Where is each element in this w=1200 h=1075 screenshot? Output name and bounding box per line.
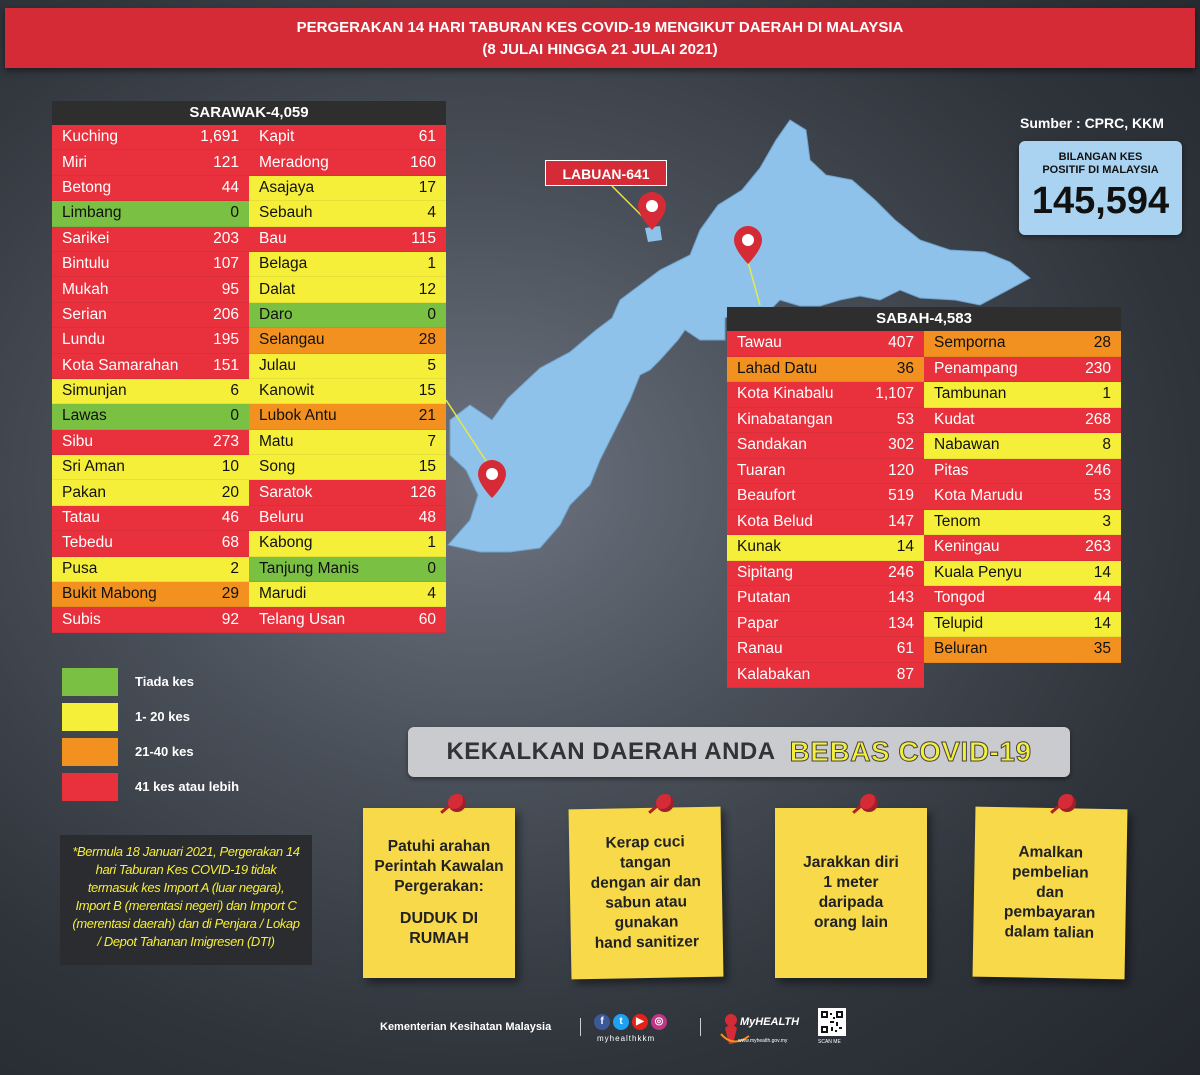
district-row [52, 252, 249, 277]
sticky-note-distance [775, 808, 927, 978]
district-case-count: 263 [1085, 538, 1111, 556]
district-row [52, 227, 249, 252]
youtube-icon[interactable]: ▶ [632, 1014, 648, 1030]
district-name: Kabong [259, 534, 313, 552]
district-row [249, 354, 446, 379]
district-case-count: 195 [213, 331, 239, 349]
district-row [249, 176, 446, 201]
district-name: Telang Usan [259, 610, 346, 628]
district-row [727, 484, 924, 510]
district-case-count: 151 [213, 356, 239, 374]
sticky-note-line: sabun atau [605, 893, 688, 912]
sabah-right-column [924, 331, 1121, 688]
logo-url: www.myhealth.gov.my [738, 1038, 788, 1044]
district-row [727, 459, 924, 485]
pushpin-icon [860, 794, 878, 812]
district-row [727, 535, 924, 561]
district-row [249, 531, 446, 556]
district-row [727, 637, 924, 663]
district-case-count: 8 [1102, 436, 1111, 454]
source-text: Sumber : CPRC, KKM [1020, 115, 1164, 131]
legend-swatch [62, 773, 118, 801]
legend-label: 1- 20 kes [135, 709, 190, 724]
district-name: Miri [62, 153, 87, 171]
sabah-table [727, 307, 1121, 688]
district-case-count: 230 [1085, 359, 1111, 377]
district-name: Kanowit [259, 382, 315, 400]
district-case-count: 48 [418, 509, 436, 527]
district-case-count: 126 [410, 483, 436, 501]
sticky-note-line: pembelian [1011, 863, 1089, 882]
district-name: Kudat [934, 410, 975, 428]
district-row [727, 408, 924, 434]
district-case-count: 147 [888, 512, 914, 530]
legend-item [62, 699, 239, 734]
district-case-count: 28 [1093, 334, 1111, 352]
pushpin-icon [656, 794, 674, 812]
district-name: Sibu [62, 432, 94, 450]
district-row [249, 277, 446, 302]
facebook-icon[interactable]: f [594, 1014, 610, 1030]
total-cases-label-line2: POSITIF DI MALAYSIA [1042, 164, 1159, 176]
district-row [924, 612, 1121, 638]
district-name: Kota Belud [737, 512, 813, 530]
district-case-count: 92 [221, 610, 239, 628]
sticky-note-line: tangan [619, 853, 672, 872]
twitter-icon[interactable]: t [613, 1014, 629, 1030]
district-case-count: 60 [418, 610, 436, 628]
district-case-count: 36 [896, 359, 914, 377]
district-case-count: 0 [230, 407, 239, 425]
district-row [727, 433, 924, 459]
district-case-count: 21 [418, 407, 436, 425]
district-row [52, 201, 249, 226]
district-case-count: 143 [888, 589, 914, 607]
district-row [52, 607, 249, 632]
district-name: Kuala Penyu [934, 563, 1022, 581]
district-row [52, 582, 249, 607]
legend-swatch [62, 668, 118, 696]
district-case-count: 302 [888, 436, 914, 454]
page-subtitle: (8 JULAI HINGGA 21 JULAI 2021) [482, 41, 718, 58]
slogan-part1: KEKALKAN DAERAH ANDA [446, 738, 776, 765]
district-case-count: 46 [221, 509, 239, 527]
district-name: Tawau [737, 334, 782, 352]
district-name: Beluru [259, 509, 304, 527]
district-case-count: 14 [896, 538, 914, 556]
district-case-count: 120 [888, 461, 914, 479]
district-case-count: 0 [230, 204, 239, 222]
district-case-count: 268 [1085, 410, 1111, 428]
district-case-count: 44 [221, 178, 239, 196]
district-row [727, 331, 924, 357]
district-name: Subis [62, 610, 101, 628]
district-case-count: 95 [221, 280, 239, 298]
district-case-count: 2 [230, 559, 239, 577]
district-case-count: 0 [427, 559, 436, 577]
district-name: Tambunan [934, 385, 1007, 403]
district-row [727, 663, 924, 689]
district-case-count: 53 [1093, 487, 1111, 505]
district-row [924, 586, 1121, 612]
sticky-note-line: dengan air dan [590, 873, 702, 892]
district-case-count: 35 [1093, 640, 1111, 658]
district-row [924, 408, 1121, 434]
district-case-count: 20 [221, 483, 239, 501]
district-name: Kota Samarahan [62, 356, 179, 374]
district-name: Kapit [259, 128, 295, 146]
district-case-count: 6 [230, 382, 239, 400]
district-case-count: 15 [418, 382, 436, 400]
district-name: Semporna [934, 334, 1006, 352]
footer-divider [580, 1018, 581, 1036]
district-case-count: 61 [418, 128, 436, 146]
district-case-count: 1 [427, 534, 436, 552]
district-row [249, 582, 446, 607]
district-case-count: 1,107 [875, 385, 914, 403]
district-name: Lawas [62, 407, 107, 425]
sticky-note-line: Patuhi arahan [387, 838, 491, 855]
legend-label: Tiada kes [135, 674, 195, 689]
district-name: Selangau [259, 331, 325, 349]
sticky-note-wash-hands [569, 807, 724, 980]
legend-label: 21-40 kes [135, 744, 194, 759]
district-name: Putatan [737, 589, 791, 607]
district-row [249, 404, 446, 429]
district-row [249, 557, 446, 582]
district-case-count: 519 [888, 487, 914, 505]
sticky-note-line: Jarakkan diri [803, 854, 899, 871]
sticky-note-emphasis-line: RUMAH [409, 930, 469, 947]
total-cases-label-line1: BILANGAN KES [1058, 151, 1143, 163]
district-name: Matu [259, 432, 294, 450]
district-name: Sarikei [62, 229, 110, 247]
district-row [52, 176, 249, 201]
district-row [924, 561, 1121, 587]
legend-item [62, 664, 239, 699]
district-name: Ranau [737, 640, 783, 658]
district-row [52, 379, 249, 404]
legend-label: 41 kes atau lebih [135, 779, 240, 794]
district-case-count: 5 [427, 356, 436, 374]
district-name: Serian [62, 305, 107, 323]
district-name: Tenom [934, 512, 981, 530]
district-name: Keningau [934, 538, 1000, 556]
district-row [249, 455, 446, 480]
district-name: Telupid [934, 614, 984, 632]
district-row [727, 357, 924, 383]
district-case-count: 17 [418, 178, 436, 196]
sabah-left-column [727, 331, 924, 688]
district-row [924, 637, 1121, 663]
district-case-count: 0 [427, 305, 436, 323]
district-case-count: 246 [1085, 461, 1111, 479]
sticky-note-line: dan [1036, 883, 1064, 902]
district-name: Julau [259, 356, 297, 374]
district-row [249, 328, 446, 353]
district-case-count: 246 [888, 563, 914, 581]
page-title: PERGERAKAN 14 HARI TABURAN KES COVID-19 MENGIKUT DAERAH DI MALAYSIA [296, 19, 904, 36]
pushpin-icon [1058, 794, 1076, 812]
district-name: Beaufort [737, 487, 796, 505]
district-row [727, 561, 924, 587]
district-name: Dalat [259, 280, 296, 298]
district-row [924, 331, 1121, 357]
footnote: *Bermula 18 Januari 2021, Pergerakan 14 hari Taburan Kes COVID-19 tidak termasuk kes Import A (luar negara), Import B (merentasi negeri) dan Import C (merentasi daerah) dan di Penjara / Lokap / Depot Tahanan Imigresen (DTI) [60, 835, 312, 965]
district-row [249, 252, 446, 277]
district-row [924, 459, 1121, 485]
district-row [924, 433, 1121, 459]
district-row [52, 430, 249, 455]
district-row [249, 125, 446, 150]
sticky-note-line: 1 meter [823, 874, 879, 891]
district-name: Pitas [934, 461, 969, 479]
sticky-note-line: daripada [818, 894, 884, 911]
district-row [52, 404, 249, 429]
legend [62, 664, 239, 804]
district-row [249, 379, 446, 404]
district-row [727, 510, 924, 536]
district-row [52, 328, 249, 353]
sticky-note-line: orang lain [813, 914, 889, 931]
district-row [727, 612, 924, 638]
total-cases-value: 145,594 [1031, 180, 1170, 222]
ministry-name: Kementerian Kesihatan Malaysia [380, 1021, 552, 1033]
district-row [52, 506, 249, 531]
district-name: Betong [62, 178, 112, 196]
district-name: Kota Marudu [934, 487, 1023, 505]
district-row [249, 480, 446, 505]
district-name: Sri Aman [62, 458, 125, 476]
district-case-count: 4 [427, 585, 436, 603]
district-case-count: 115 [411, 229, 436, 247]
sarawak-table [52, 101, 446, 633]
district-name: Sandakan [737, 436, 807, 454]
district-row [924, 510, 1121, 536]
district-row [249, 227, 446, 252]
district-row [924, 484, 1121, 510]
district-case-count: 107 [213, 255, 239, 273]
district-case-count: 160 [410, 153, 436, 171]
district-case-count: 68 [221, 534, 239, 552]
district-name: Beluran [934, 640, 988, 658]
footer-divider [700, 1018, 701, 1036]
slogan-part2: BEBAS COVID-19 [789, 736, 1032, 767]
labuan-map-pin-icon [638, 192, 666, 230]
district-row [924, 535, 1121, 561]
district-case-count: 206 [213, 305, 239, 323]
district-name: Tebedu [62, 534, 113, 552]
sticky-note-line: Pergerakan: [394, 878, 484, 895]
district-case-count: 134 [888, 614, 914, 632]
sticky-note-online-payment [973, 807, 1128, 980]
district-row [52, 303, 249, 328]
district-row [52, 354, 249, 379]
qr-code-icon[interactable] [818, 1008, 846, 1036]
social-icons [594, 1014, 667, 1030]
district-case-count: 29 [221, 585, 239, 603]
district-name: Mukah [62, 280, 109, 298]
district-row [727, 586, 924, 612]
district-name: Pusa [62, 559, 98, 577]
district-case-count: 121 [213, 153, 239, 171]
district-row [727, 382, 924, 408]
labuan-label: LABUAN-641 [545, 160, 667, 186]
district-name: Bukit Mabong [62, 585, 157, 603]
district-row [52, 277, 249, 302]
sticky-note-line: Kerap cuci [605, 833, 685, 852]
district-row [249, 201, 446, 226]
sticky-note-line: pembayaran [1003, 903, 1096, 922]
qr-label: SCAN ME [818, 1039, 841, 1045]
sticky-note-emphasis [363, 909, 515, 949]
district-case-count: 407 [888, 334, 914, 352]
district-name: Simunjan [62, 382, 127, 400]
district-row [249, 150, 446, 175]
district-case-count: 15 [418, 458, 436, 476]
district-row [52, 125, 249, 150]
district-name: Asajaya [259, 178, 315, 196]
district-row [924, 382, 1121, 408]
district-case-count: 87 [896, 665, 914, 683]
district-case-count: 4 [427, 204, 436, 222]
district-row [52, 480, 249, 505]
district-row [249, 607, 446, 632]
district-name: Kunak [737, 538, 781, 556]
district-name: Bau [259, 229, 287, 247]
district-row [52, 150, 249, 175]
district-case-count: 44 [1093, 589, 1111, 607]
sticky-note-stay-home [363, 808, 515, 978]
district-name: Nabawan [934, 436, 1000, 454]
district-case-count: 61 [896, 640, 914, 658]
district-name: Kinabatangan [737, 410, 833, 428]
district-name: Tanjung Manis [259, 559, 359, 577]
district-row [924, 357, 1121, 383]
district-name: Kalabakan [737, 665, 811, 683]
district-name: Papar [737, 614, 779, 632]
district-row [249, 430, 446, 455]
instagram-icon[interactable]: ◎ [651, 1014, 667, 1030]
district-name: Tatau [62, 509, 100, 527]
district-row [52, 455, 249, 480]
district-case-count: 28 [418, 331, 436, 349]
district-name: Meradong [259, 153, 329, 171]
district-name: Sebauh [259, 204, 313, 222]
pushpin-icon [448, 794, 466, 812]
sarawak-right-column [249, 125, 446, 633]
page-header [5, 8, 1195, 68]
district-name: Song [259, 458, 296, 476]
district-case-count: 273 [213, 432, 239, 450]
sticky-note-line: hand sanitizer [594, 933, 700, 952]
total-cases-label [1019, 141, 1182, 177]
district-row [52, 531, 249, 556]
legend-item [62, 734, 239, 769]
district-name: Lundu [62, 331, 106, 349]
district-name: Tuaran [737, 461, 786, 479]
district-row [52, 557, 249, 582]
slogan-banner [408, 727, 1070, 777]
district-case-count: 1 [1102, 385, 1111, 403]
district-case-count: 53 [896, 410, 914, 428]
district-case-count: 10 [221, 458, 239, 476]
sticky-note-line: Amalkan [1018, 843, 1084, 862]
total-cases-box [1019, 141, 1182, 235]
district-case-count: 3 [1102, 512, 1111, 530]
social-handle: myhealthkkm [597, 1034, 656, 1043]
district-case-count: 7 [427, 432, 436, 450]
district-row [249, 303, 446, 328]
legend-swatch [62, 703, 118, 731]
sarawak-left-column [52, 125, 249, 633]
district-name: Kuching [62, 128, 119, 146]
district-name: Belaga [259, 255, 308, 273]
district-row [249, 506, 446, 531]
district-name: Lubok Antu [259, 407, 337, 425]
logo-name: MyHEALTH [740, 1016, 800, 1028]
district-case-count: 14 [1093, 614, 1111, 632]
district-case-count: 12 [418, 280, 436, 298]
district-name: Tongod [934, 589, 985, 607]
sarawak-title: SARAWAK-4,059 [52, 101, 446, 125]
district-name: Kota Kinabalu [737, 385, 834, 403]
sticky-note-line: gunakan [614, 913, 679, 932]
district-case-count: 14 [1093, 563, 1111, 581]
district-name: Lahad Datu [737, 359, 818, 377]
legend-item [62, 769, 239, 804]
sticky-note-line: dalam talian [1004, 923, 1095, 942]
district-name: Saratok [259, 483, 313, 501]
district-name: Daro [259, 305, 293, 323]
sticky-note-emphasis-line: DUDUK DI [399, 910, 479, 927]
district-case-count: 1 [427, 255, 436, 273]
district-name: Pakan [62, 483, 106, 501]
sabah-title: SABAH-4,583 [727, 307, 1121, 331]
district-name: Penampang [934, 359, 1018, 377]
district-case-count: 1,691 [200, 128, 239, 146]
district-name: Bintulu [62, 255, 110, 273]
district-case-count: 203 [213, 229, 239, 247]
district-name: Marudi [259, 585, 307, 603]
district-name: Limbang [62, 204, 122, 222]
district-name: Sipitang [737, 563, 794, 581]
sticky-note-line: Perintah Kawalan [374, 858, 504, 875]
legend-swatch [62, 738, 118, 766]
